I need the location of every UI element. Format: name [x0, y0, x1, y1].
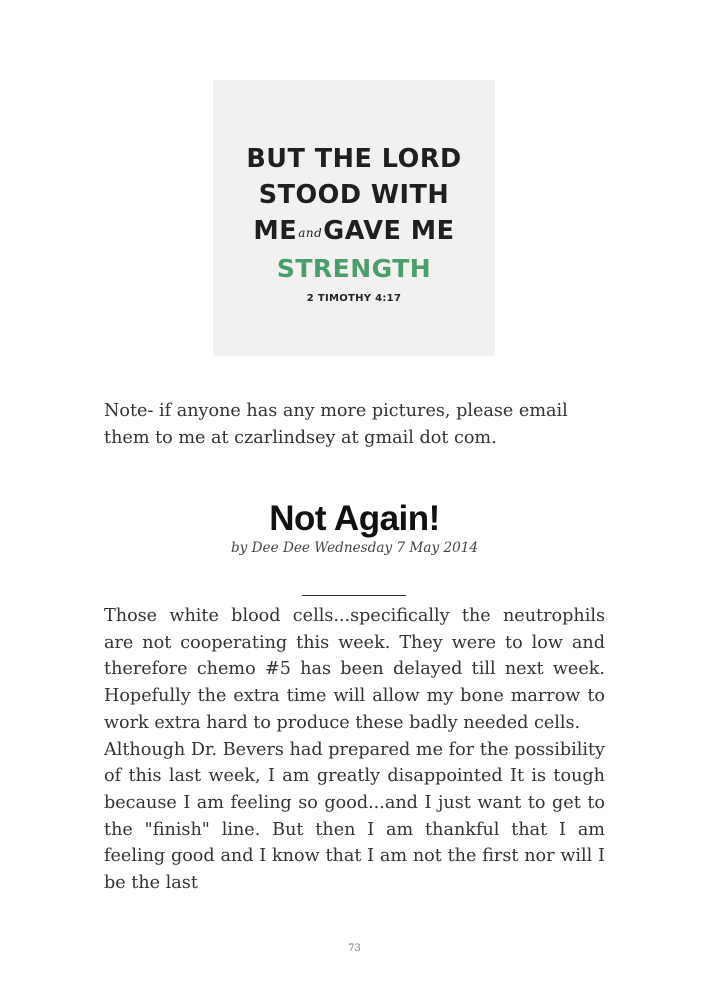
note-paragraph: Note- if anyone has any more pictures, please email them to me at czarlindsey at gmail dot com. — [104, 401, 568, 448]
post-title: Not Again! — [269, 499, 440, 538]
quote-and-script: and — [298, 226, 323, 240]
separator-rule — [302, 595, 406, 596]
quote-line-strength: STRENGTH — [276, 254, 432, 283]
quote-reference: 2 TIMOTHY 4:17 — [306, 293, 402, 304]
quote-line-2: STOOD WITH — [258, 180, 450, 210]
quote-line-3-end: GAVE ME — [323, 216, 455, 246]
scripture-quote-image — [213, 80, 495, 356]
quote-line-3 — [213, 216, 495, 246]
page-number: 73 — [348, 943, 361, 954]
body-paragraph-1: Those white blood cells...specifically the neutrophils are not cooperating this week. They were to low and therefore chemo #5 has been delayed till next week. Hopefully the extra time will allow my bone marrow to work extra hard to produce these badly needed cells. — [104, 606, 605, 733]
body-paragraph-2: Although Dr. Bevers had prepared me for the possibility of this last week, I am greatly disappointed It is tough because I am feeling so good...and I just want to get to the "finish" line. But then I am thankful that I am feeling good and I know that I am not the first nor will I be the last — [104, 739, 605, 894]
quote-line-3-start: ME — [253, 216, 298, 246]
post-body — [104, 603, 605, 897]
post-byline: by Dee Dee Wednesday 7 May 2014 — [230, 540, 479, 556]
quote-line-1: BUT THE LORD — [246, 144, 462, 174]
